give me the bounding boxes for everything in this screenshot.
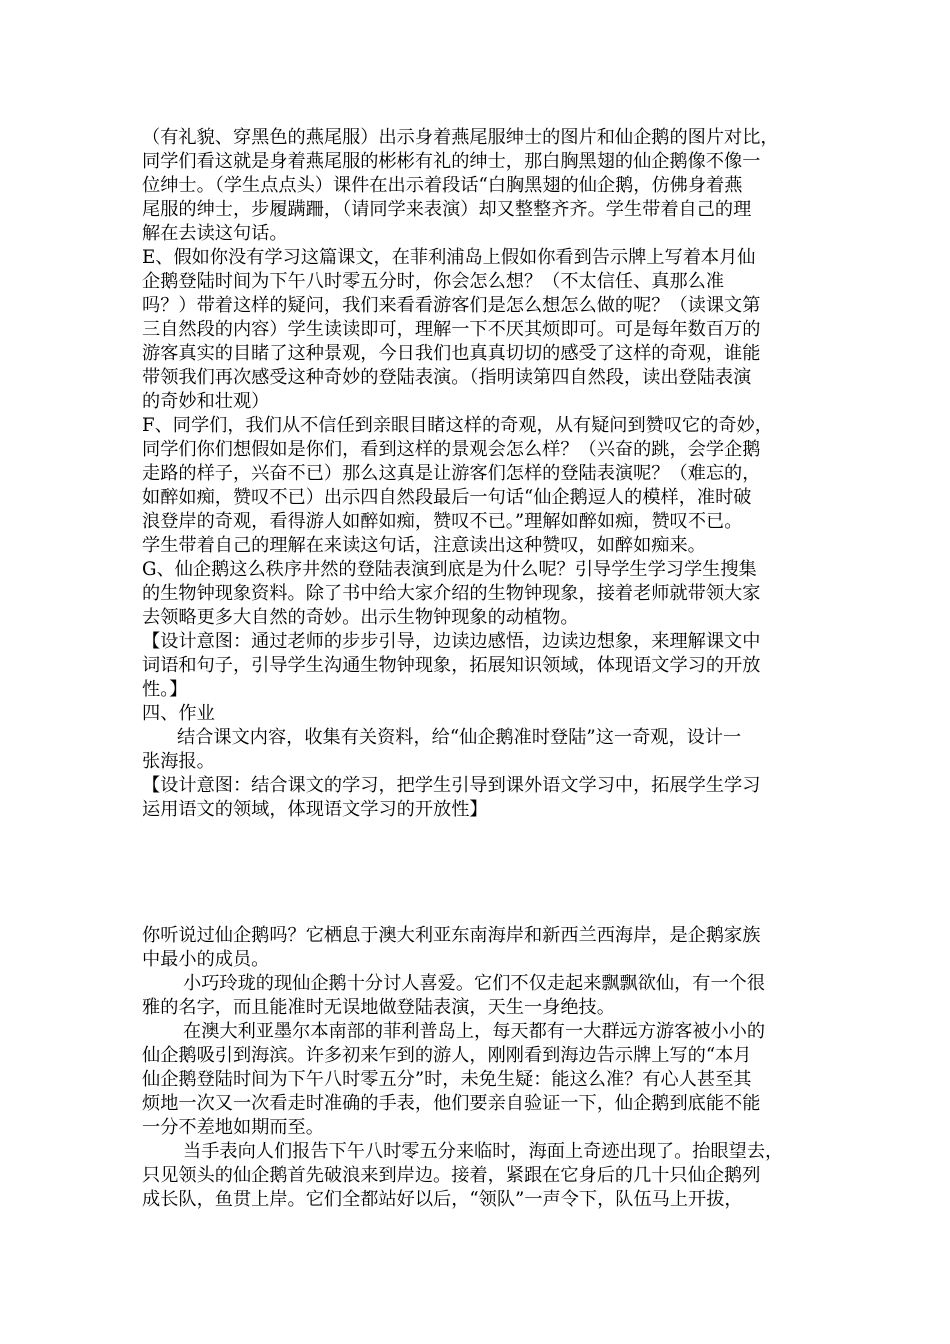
text-line: 三自然段的内容）学生读读即可，理解一下不厌其烦即可。可是每年数百万的 bbox=[142, 319, 761, 340]
text-line: 解在去读这句话。 bbox=[142, 223, 288, 244]
text-line: E、假如你没有学习这篇课文，在菲利浦岛上假如你看到告示牌上写着本月仙 bbox=[142, 247, 756, 268]
text-line: 的生物钟现象资料。除了书中给大家介绍的生物钟现象，接着老师就带领大家 bbox=[142, 583, 761, 604]
passage-line: 成长队，鱼贯上岸。它们全都站好以后，“领队”一声令下，队伍马上开拔， bbox=[142, 1189, 743, 1210]
passage-line: 烦地一次又一次看走时准确的手表，他们要亲自验证一下，仙企鹅到底能不能 bbox=[142, 1093, 761, 1114]
text-line: 走路的样子，兴奋不已）那么这真是让游客们怎样的登陆表演呢？（难忘的， bbox=[142, 463, 761, 484]
text-line: 带领我们再次感受这种奇妙的登陆表演。（指明读第四自然段，读出登陆表演 bbox=[142, 367, 752, 388]
text-line: 运用语文的领域，体现语文学习的开放性】 bbox=[142, 799, 488, 820]
text-line: 的奇妙和壮观） bbox=[142, 391, 270, 412]
text-line: 同学们你们想假如是你们，看到这样的景观会怎么样？（兴奋的跳，会学企鹅 bbox=[142, 439, 761, 460]
text-line: 如醉如痴，赞叹不已）出示四自然段最后一句话“仙企鹅逗人的模样，准时破 bbox=[142, 487, 752, 508]
text-line: 性。】 bbox=[142, 679, 188, 700]
text-line: 游客真实的目睹了这种景观，今日我们也真真切切的感受了这样的奇观，谁能 bbox=[142, 343, 761, 364]
passage-line: 中最小的成员。 bbox=[142, 949, 270, 970]
passage-line: 雅的名字，而且能准时无误地做登陆表演，天生一身绝技。 bbox=[142, 997, 615, 1018]
passage-line: 仙企鹅登陆时间为下午八时零五分”时，未免生疑：能这么准？有心人甚至其 bbox=[142, 1069, 752, 1090]
text-line: 词语和句子，引导学生沟通生物钟现象，拓展知识领域，体现语文学习的开放 bbox=[142, 655, 761, 676]
passage-line: 当手表向人们报告下午八时零五分来临时，海面上奇迹出现了。抬眼望去， bbox=[183, 1141, 784, 1162]
text-line: F、同学们，我们从不信任到亲眼目睹这样的奇观，从有疑问到赞叹它的奇妙， bbox=[142, 415, 773, 436]
passage-line: 小巧玲珑的现仙企鹅十分讨人喜爱。它们不仅走起来飘飘欲仙，有一个很 bbox=[183, 973, 766, 994]
text-line: 尾服的绅士，步履蹒跚，（请同学来表演）却又整整齐齐。学生带着自己的理 bbox=[142, 199, 752, 220]
text-line: 学生带着自己的理解在来读这句话，注意读出这种赞叹，如醉如痴来。 bbox=[142, 535, 706, 556]
passage-line: 在澳大利亚墨尔本南部的菲利普岛上，每天都有一大群远方游客被小小的 bbox=[183, 1021, 766, 1042]
passage-line: 仙企鹅吸引到海滨。许多初来乍到的游人，刚刚看到海边告示牌上写的“本月 bbox=[142, 1045, 752, 1066]
homework-heading: 四、作业 bbox=[142, 703, 215, 724]
passage-line: 你听说过仙企鹅吗？它栖息于澳大利亚东南海岸和新西兰西海岸，是企鹅家族 bbox=[142, 925, 761, 946]
text-line: 去领略更多大自然的奇妙。出示生物钟现象的动植物。 bbox=[142, 607, 579, 628]
text-line: 同学们看这就是身着燕尾服的彬彬有礼的绅士，那白胸黑翅的仙企鹅像不像一 bbox=[142, 151, 761, 172]
homework-text: 结合课文内容，收集有关资料，给“仙企鹅准时登陆”这一奇观，设计一 bbox=[177, 727, 742, 748]
design-intent-note: 【设计意图：结合课文的学习，把学生引导到课外语文学习中，拓展学生学习 bbox=[142, 775, 761, 796]
text-line: 浪登岸的奇观，看得游人如醉如痴，赞叹不已。”理解如醉如痴，赞叹不已。 bbox=[142, 511, 743, 532]
passage-line: 只见领头的仙企鹅首先破浪来到岸边。接着，紧跟在它身后的几十只仙企鹅列 bbox=[142, 1165, 761, 1186]
text-line: 企鹅登陆时间为下午八时零五分时，你会怎么想？（不太信任、真那么准 bbox=[142, 271, 725, 292]
text-line: 张海报。 bbox=[142, 751, 215, 772]
text-line: 位绅士。（学生点点头）课件在出示着段话“白胸黑翅的仙企鹅，仿佛身着燕 bbox=[142, 175, 743, 196]
text-line: 吗？）带着这样的疑问，我们来看看游客们是怎么想怎么做的呢？（读课文第 bbox=[142, 295, 761, 316]
passage-line: 一分不差地如期而至。 bbox=[142, 1117, 324, 1138]
design-intent-note: 【设计意图：通过老师的步步引导，边读边感悟，边读边想象，来理解课文中 bbox=[142, 631, 761, 652]
text-line: G、仙企鹅这么秩序井然的登陆表演到底是为什么呢？引导学生学习学生搜集 bbox=[142, 559, 757, 580]
text-line: （有礼貌、穿黑色的燕尾服）出示身着燕尾服绅士的图片和仙企鹅的图片对比， bbox=[142, 127, 779, 148]
